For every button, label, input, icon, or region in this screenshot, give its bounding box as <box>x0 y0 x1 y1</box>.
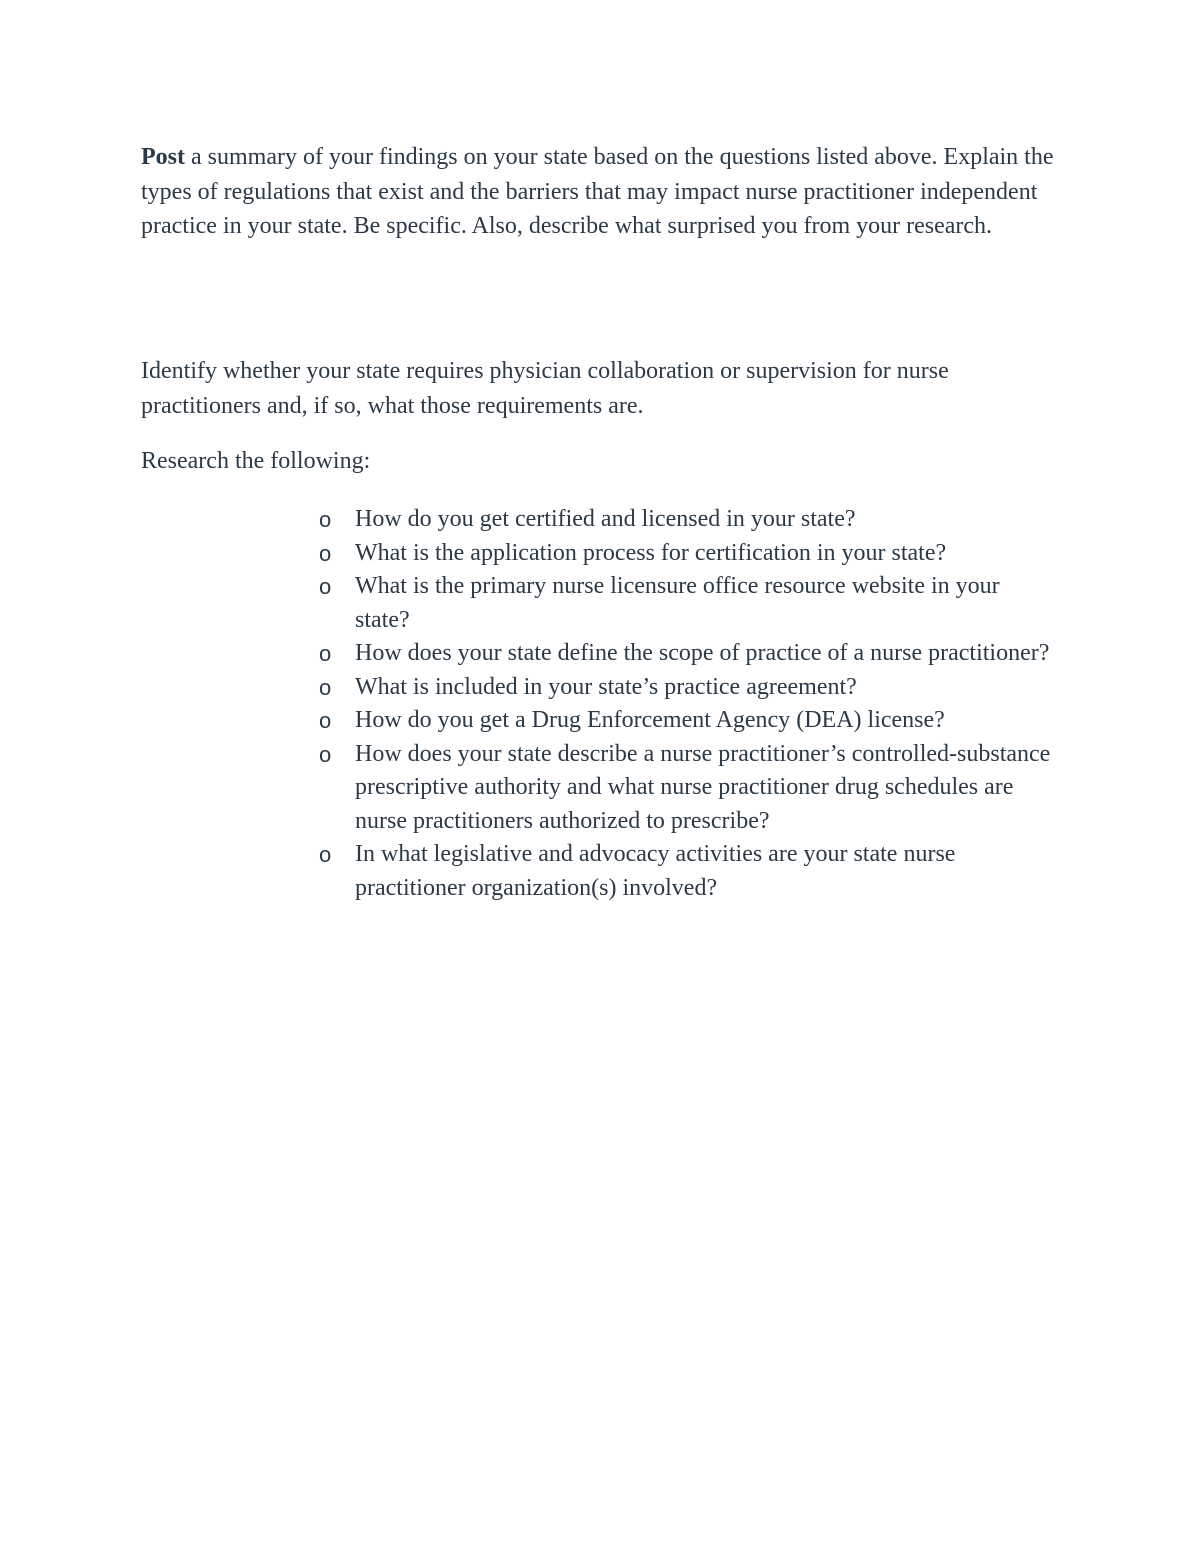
hollow-circle-bullet-icon: o <box>319 507 332 532</box>
hollow-circle-bullet-icon: o <box>319 842 332 867</box>
list-item-text: How do you get a Drug Enforcement Agency (DEA) license? <box>355 707 945 733</box>
hollow-circle-bullet-icon: o <box>319 641 332 666</box>
hollow-circle-bullet-icon: o <box>319 540 332 566</box>
list-item <box>319 570 1059 637</box>
hollow-circle-bullet-icon: o <box>319 674 332 700</box>
hollow-circle-bullet-icon: o <box>319 574 332 599</box>
list-item-text: How does your state define the scope of practice of a nurse practitioner? <box>355 640 1050 666</box>
list-item <box>319 838 1059 905</box>
list-item-text: What is the primary nurse licensure office resource website in your state? <box>355 573 1000 633</box>
intro-paragraph <box>141 140 1071 244</box>
list-item <box>319 637 1059 671</box>
list-item <box>319 671 1059 705</box>
identify-paragraph: Identify whether your state requires physician collaboration or supervision for nurse practitioners and, if so, what those requirements are. <box>141 358 949 419</box>
intro-text: a summary of your findings on your state based on the questions listed above. Explain the types of regulations that exist and the barriers that may impact nurse practitioner independent practice in your state. Be specific. Also, describe what surprised you from your research. <box>141 144 1054 239</box>
list-item <box>319 537 1059 571</box>
research-heading: Research the following: <box>141 448 371 474</box>
list-item <box>319 503 1059 537</box>
list-item-text: What is the application process for certification in your state? <box>355 539 947 566</box>
intro-bold-lead: Post <box>141 144 185 170</box>
list-item-text: In what legislative and advocacy activities are your state nurse practitioner organization(s) involved? <box>355 841 956 901</box>
list-item-text: How does your state describe a nurse practitioner’s controlled-substance prescriptive authority and what nurse practitioner drug schedules are nurse practitioners authorized to prescribe? <box>355 740 1051 834</box>
list-item-text: What is included in your state’s practice agreement? <box>355 673 857 700</box>
research-question-list <box>319 503 1059 905</box>
list-item-text: How do you get certified and licensed in your state? <box>355 506 856 532</box>
hollow-circle-bullet-icon: o <box>319 708 332 733</box>
list-item <box>319 738 1059 839</box>
list-item <box>319 704 1059 738</box>
hollow-circle-bullet-icon: o <box>319 741 332 767</box>
